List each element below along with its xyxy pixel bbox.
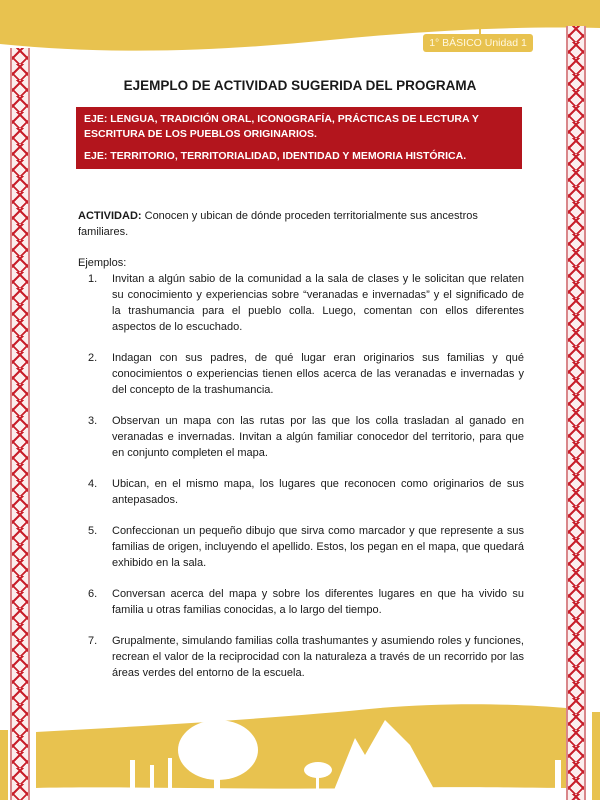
examples-label: Ejemplos:: [78, 257, 127, 269]
eje-box: [76, 107, 522, 169]
list-item: [78, 350, 524, 398]
item-text: Conversan acerca del mapa y sobre los diferentes lugares en que ha vivido su familia u otras familias conocidas, a lo largo del tiempo.: [112, 588, 524, 616]
item-number: 7.: [88, 635, 98, 647]
activity-label: ACTIVIDAD:: [78, 210, 142, 222]
list-item: [78, 413, 524, 461]
item-text: Invitan a algún sabio de la comunidad a la sala de clases y le solicitan que relaten su conocimiento y experiencias sobre “veranadas e invernadas” y el significado de la trashumancia para el pueblo colla. Luego, comentan con ellos diferentes aspectos de lo escuchado.: [112, 273, 524, 333]
right-tapestry-border: [566, 26, 586, 800]
item-number: 2.: [88, 352, 98, 364]
item-number: 4.: [88, 478, 98, 490]
item-text: Indagan con sus padres, de qué lugar eran originarios sus familias y qué conocimientos o experiencias tienen ellos acerca de las veranadas e invernadas y del concepto de la trashumancia.: [112, 352, 524, 396]
examples-list: [78, 271, 524, 681]
item-text: Grupalmente, simulando familias colla trashumantes y asumiendo roles y funciones, recrean el valor de la reciprocidad con la naturaleza a través de un recorrido por las áreas verdes del entorno de la escuela.: [112, 635, 524, 679]
list-item: [78, 523, 524, 571]
item-number: 1.: [88, 273, 98, 285]
item-number: 6.: [88, 588, 98, 600]
list-item: [78, 271, 524, 335]
bottom-landscape-illustration: [0, 700, 600, 800]
activity-line: [78, 208, 524, 240]
eje-2: EJE: TERRITORIO, TERRITORIALIDAD, IDENTIDAD Y MEMORIA HISTÓRICA.: [84, 150, 467, 162]
activity-text: Conocen y ubican de dónde proceden territorialmente sus ancestros familiares.: [78, 210, 478, 238]
list-item: [78, 586, 524, 618]
item-text: Confeccionan un pequeño dibujo que sirva como marcador y que represente a sus familias de origen, incluyendo el apellido. Estos, los pegan en el mapa, que quedará exhibido en la sala.: [112, 525, 524, 569]
page-title: EJEMPLO DE ACTIVIDAD SUGERIDA DEL PROGRAMA: [123, 78, 477, 93]
unit-badge: 1° BÁSICO Unidad 1: [423, 34, 533, 52]
list-item: [78, 633, 524, 681]
item-number: 3.: [88, 415, 98, 427]
left-tapestry-border: [10, 48, 30, 800]
item-text: Observan un mapa con las rutas por las que los colla trasladan al ganado en veranadas e invernadas. Invitan a algún familiar conocedor del territorio, para que en conjunto completen el mapa.: [112, 415, 524, 459]
list-item: [78, 476, 524, 508]
item-text: Ubican, en el mismo mapa, los lugares que reconocen como originarios de sus antepasados.: [112, 478, 524, 506]
item-number: 5.: [88, 525, 98, 537]
eje-1: EJE: LENGUA, TRADICIÓN ORAL, ICONOGRAFÍA, PRÁCTICAS DE LECTURA Y ESCRITURA DE LOS PUEBLOS ORIGINARIOS.: [84, 113, 479, 140]
activity-content: [78, 208, 524, 696]
